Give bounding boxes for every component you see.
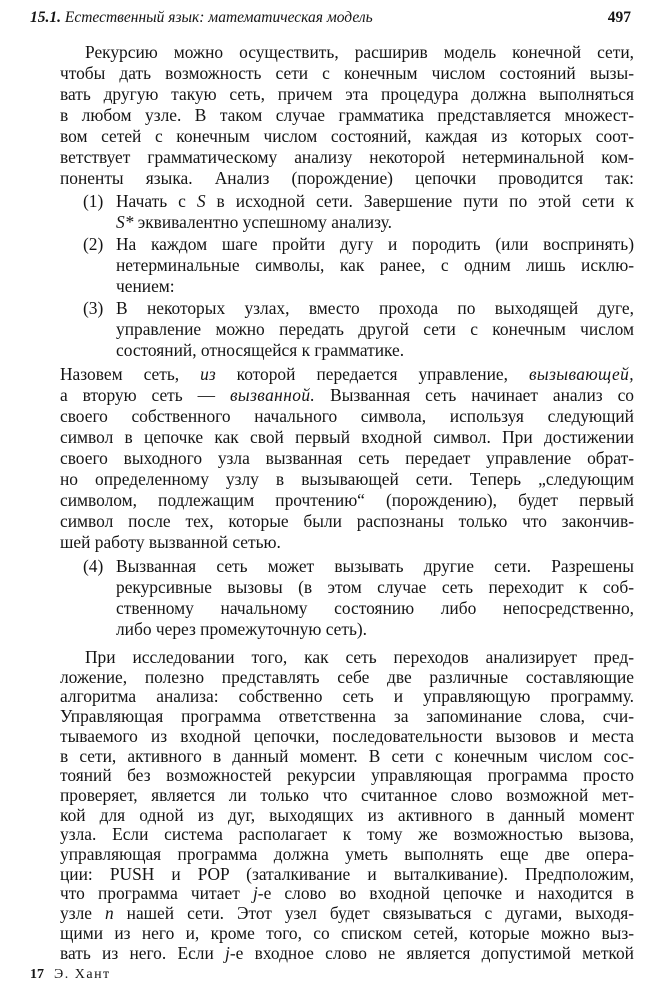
list-item-line: управление можно передать другой сети с конечным числом (116, 319, 634, 339)
signature-mark: 17 (30, 967, 44, 982)
page-footer (30, 964, 111, 986)
paragraph-3-line: управляющая программа должна уметь выполнять еще две опера- (60, 844, 634, 864)
text-span: Вызванная сеть начинает анализ со (330, 385, 634, 405)
paragraph-3-line: ции: PUSH и POP (заталкивание и выталкивание). Предположим, (60, 863, 634, 884)
paragraph-2-line: своего собственного начального символа, используя следующий (60, 406, 634, 426)
paragraph-1-line: ветствует грамматическому анализу некоторой нетерминальной ком- (60, 147, 634, 167)
paragraph-3-line: в сети, активного в данный момент. В сети с конечным числом сос- (60, 745, 634, 766)
paragraph-3-line: Управляющая программа ответственна за запоминание слова, счи- (60, 706, 634, 727)
paragraph-3-line: тываемого из входной цепочки, последовательности вызовов и места (60, 725, 634, 746)
list-item-line: На каждом шаге пройти дугу и породить (или воспринять) (116, 234, 634, 254)
paragraph-2-line (60, 364, 634, 385)
math-symbol: S (196, 191, 206, 211)
text-span: щими из него и, кроме того, со списком сетей, которые можно выз- (60, 922, 634, 943)
math-variable: j (252, 883, 258, 904)
paragraph-2-line: но определенному узлу в вызывающей сети. Теперь „следующим (60, 469, 634, 489)
text-span: нашей сети. Этот узел будет связываться с дугами, выходя- (113, 903, 635, 924)
math-variable: j (225, 942, 230, 963)
paragraph-3-line: алгоритма анализа: собственно сеть и управляющую программу. (60, 686, 634, 707)
list-item-line: В некоторых узлах, вместо прохода по выходящей дуге, (116, 298, 634, 318)
list-item-line: чением: (116, 276, 175, 296)
running-title-text: Естественный язык: математическая модель (64, 9, 373, 26)
italic-term: вызывающей, (528, 364, 634, 384)
paragraph-2-line: символ после тех, которые были распознаны только что закончив- (60, 511, 634, 531)
list-item-line: ственному начальному состоянию либо непосредственно, (116, 598, 634, 618)
paragraph-2-line (60, 385, 634, 406)
list-item-line (116, 191, 634, 212)
text-span: которой передается управление, (236, 364, 508, 384)
text-span: -е слово во входной цепочке и находится в (257, 883, 634, 904)
list-marker: (3) (83, 298, 104, 318)
list-item-line: состояний, относящейся к грамматике. (116, 340, 405, 360)
author-name: Э. Хант (54, 967, 111, 982)
text-span: эквивалентно успешному анализу. (133, 212, 392, 232)
text-span: -е входное слово не является допустимой меткой (229, 942, 634, 963)
paragraph-3-line: При исследовании того, как сеть переходов анализирует пред- (85, 647, 634, 667)
paragraph-3-line: ложение, полезно представлять себе две различные составляющие (60, 666, 634, 687)
paragraph-1-line: Рекурсию можно осуществить, расширив модель конечной сети, (85, 42, 634, 62)
text-span: что программа читает (60, 883, 253, 904)
text-span: Начать с (116, 191, 197, 211)
italic-term: вызванной. (229, 385, 316, 405)
paragraph-2-line: своего выходного узла вызванная сеть передает управление обрат- (60, 448, 634, 468)
list-marker: (4) (83, 556, 104, 576)
running-header (30, 7, 631, 29)
list-item-line: Вызванная сеть может вызывать другие сети. Разрешены (116, 556, 634, 576)
list-item-line: рекурсивные вызовы (в этом случае сеть переходит к соб- (116, 577, 634, 597)
running-title (30, 7, 373, 29)
paragraph-2-line: символ в цепочке как свой первый входной символ. При достижении (60, 427, 634, 447)
paragraph-3-line (60, 923, 634, 944)
paragraph-3-line: узла. Если система располагает к тому же возможностью вызова, (60, 824, 634, 845)
paragraph-2-line: символом, подлежащим прочтению“ (порождению), будет первый (60, 490, 634, 510)
paragraph-3-line (60, 943, 634, 964)
paragraph-1-line: поненты языка. Анализ (порождение) цепочки проводится так: (60, 168, 634, 188)
text-span: Назовем сеть, (60, 364, 180, 384)
math-symbol: S* (116, 212, 134, 232)
text-span: узле (60, 903, 105, 924)
paragraph-3-line: проверяет, является ли только что считанное слово возможной мет- (60, 784, 634, 805)
paragraph-3-line (60, 883, 634, 904)
paragraph-1-line: в любом узле. В таком случае грамматика представляется множест- (60, 105, 634, 125)
paragraph-2-line: шей работу вызванной сетью. (60, 532, 281, 552)
paragraph-3-line: тояний без возможностей рекурсии управляющая программа просто (60, 765, 634, 786)
paragraph-1-line: вом сетей с конечным числом состояний, каждая из которых соот- (60, 126, 634, 146)
text-span: а вторую сеть — (60, 385, 216, 405)
page-number: 497 (607, 9, 631, 26)
section-number: 15.1. (30, 9, 61, 26)
text-span: в исходной сети. Завершение пути по этой сети к (205, 191, 635, 211)
list-item-line: нетерминальные символы, как ранее, с одним лишь исклю- (116, 255, 634, 275)
paragraph-1-line: чтобы дать возможность сети с конечным числом состояний вызы- (60, 63, 634, 83)
list-marker: (1) (83, 191, 104, 211)
list-marker: (2) (83, 234, 104, 254)
paragraph-3-line (60, 903, 634, 924)
text-span: вать из него. Если (60, 942, 226, 963)
italic-term: из (200, 364, 216, 384)
paragraph-1-line: вать другую такую сеть, причем эта процедура должна выполняться (60, 84, 634, 104)
math-variable: n (104, 903, 114, 924)
list-item-line (116, 212, 634, 233)
list-item-line: либо через промежуточную сеть). (116, 619, 368, 639)
paragraph-3-line: кой для одной из дуг, выходящих из активного в данный момент (60, 804, 634, 825)
